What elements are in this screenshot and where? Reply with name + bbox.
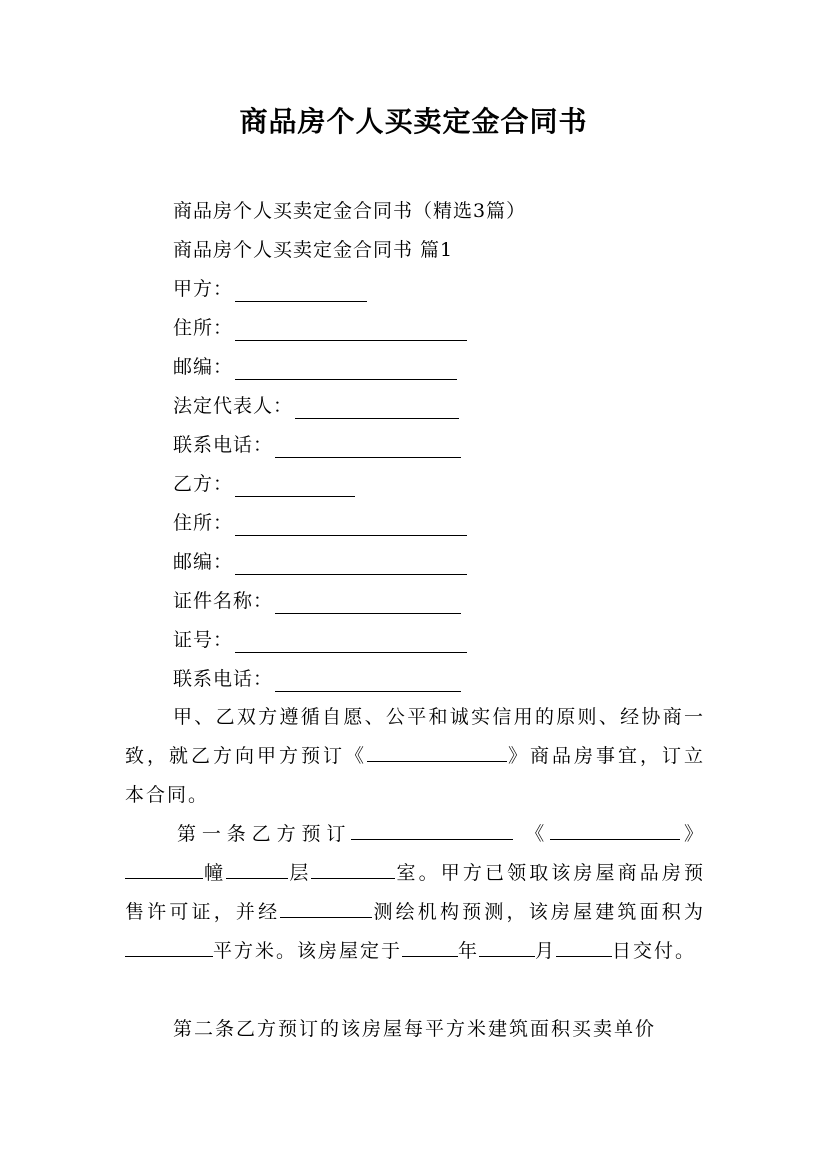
article-1-text-6: 室。甲方已领取该房屋商品房预售许可证，并经	[125, 862, 705, 923]
party-a-postcode-label: 邮编：	[173, 356, 234, 378]
party-a-phone-row	[173, 432, 461, 458]
article-1-blank-1	[351, 819, 513, 840]
floor-number-blank	[226, 858, 288, 879]
party-b-address-blank	[235, 515, 467, 536]
article-2-text-1: 第二条乙方预订的该房屋每平方米建筑面积买卖单价	[173, 1018, 657, 1040]
party-a-phone-blank	[275, 437, 461, 458]
party-a-name-row	[173, 276, 367, 302]
floor-area-blank	[125, 936, 213, 957]
article-2-paragraph	[125, 1010, 705, 1049]
delivery-month-blank	[479, 936, 535, 957]
party-b-phone-label: 联系电话：	[173, 668, 274, 690]
document-title: 商品房个人买卖定金合同书	[239, 105, 588, 138]
building-number-blank	[125, 858, 203, 879]
party-b-postcode-blank	[235, 554, 467, 575]
document-subtitle: 商品房个人买卖定金合同书（精选3篇）	[173, 200, 527, 222]
article-1-text-11: 日交付。	[612, 940, 697, 962]
article-1-text-9: 年	[458, 940, 480, 962]
party-b-postcode-row	[173, 549, 467, 575]
project-name-blank	[367, 741, 507, 762]
party-a-postcode-blank	[235, 359, 457, 380]
party-b-address-label: 住所：	[173, 512, 234, 534]
party-a-legal-rep-label: 法定代表人：	[173, 395, 294, 417]
intro-text-1: 甲、乙双方遵循自愿、公平和诚实信用的原则、经协商一致，就乙方向甲方预订《	[125, 706, 705, 767]
party-b-name-blank	[235, 476, 355, 497]
room-number-blank	[311, 858, 395, 879]
section-heading: 商品房个人买卖定金合同书 篇1	[173, 239, 454, 261]
article-1-text-1: 第一条乙方预订	[177, 823, 352, 845]
article-1-text-3: 》	[680, 823, 705, 845]
party-a-phone-label: 联系电话：	[173, 434, 274, 456]
party-a-postcode-row	[173, 354, 457, 380]
party-b-id-number-row	[173, 627, 467, 653]
party-b-postcode-label: 邮编：	[173, 551, 234, 573]
intro-text-2: 》商品房事宜，订立本合同。	[125, 745, 705, 806]
article-1-text-10: 月	[535, 940, 557, 962]
survey-agency-blank	[280, 897, 372, 918]
party-b-name-row	[173, 471, 355, 497]
article-1-text-4: 幢	[203, 862, 227, 884]
party-a-name-blank	[235, 281, 367, 302]
article-1-text-5: 层	[288, 862, 312, 884]
party-a-legal-rep-blank	[295, 398, 459, 419]
party-b-name-label: 乙方：	[173, 473, 234, 495]
party-b-phone-row	[173, 666, 461, 692]
party-a-address-label: 住所：	[173, 317, 234, 339]
party-b-phone-blank	[275, 671, 461, 692]
delivery-day-blank	[556, 936, 612, 957]
party-b-id-type-row	[173, 588, 461, 614]
party-b-id-number-blank	[235, 632, 467, 653]
intro-paragraph	[125, 698, 705, 815]
party-a-address-row	[173, 315, 467, 341]
party-b-address-row	[173, 510, 467, 536]
party-a-name-label: 甲方：	[173, 278, 234, 300]
article-1-paragraph	[125, 815, 705, 971]
article-1-text-2: 《	[525, 823, 551, 845]
party-b-id-number-label: 证号：	[173, 629, 234, 651]
article-1-text-8: 平方米。该房屋定于	[213, 940, 403, 962]
delivery-year-blank	[402, 936, 458, 957]
party-b-id-type-blank	[275, 593, 461, 614]
party-b-id-type-label: 证件名称：	[173, 590, 274, 612]
party-a-legal-rep-row	[173, 393, 459, 419]
party-a-address-blank	[235, 320, 467, 341]
article-1-blank-2	[550, 819, 680, 840]
article-1-text-7: 测绘机构预测，该房屋建筑面积为	[372, 901, 705, 923]
